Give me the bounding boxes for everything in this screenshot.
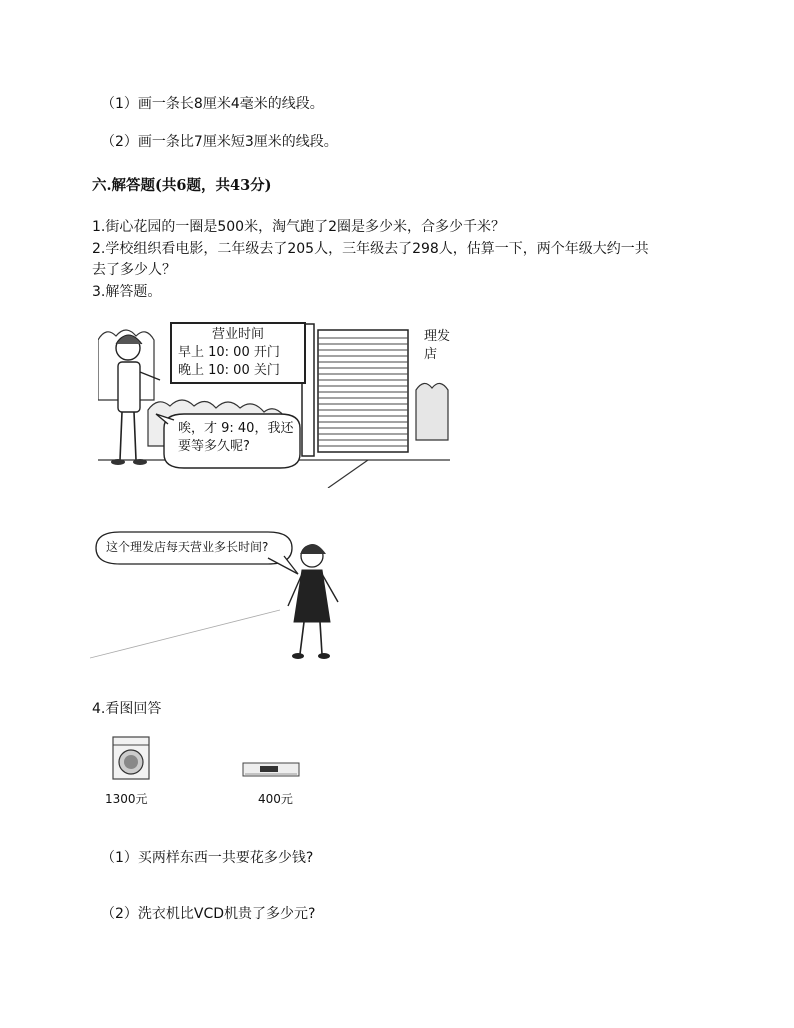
- problem-3: 3.解答题。: [92, 284, 162, 300]
- vcd-player-image: [242, 760, 300, 778]
- vcd-player-icon: [242, 760, 300, 778]
- q5-item-1: （1）画一条长8厘米4毫米的线段。: [101, 96, 324, 112]
- q5-item-2: （2）画一条比7厘米短3厘米的线段。: [101, 134, 338, 150]
- problem-4-question-2: （2）洗衣机比VCD机贵了多少元?: [101, 906, 316, 922]
- washing-machine-image: [112, 736, 150, 780]
- washing-machine-icon: [112, 736, 150, 780]
- sign-close-time: 晚上 10: 00 关门: [178, 363, 280, 378]
- problem-2-line-2: 去了多少人？: [92, 262, 176, 278]
- bubble-line-2: 要等多久呢?: [178, 439, 250, 454]
- washer-price: 1300元: [105, 792, 148, 806]
- girl-speech-bubble: [178, 420, 293, 456]
- shop-label: 理发店: [424, 329, 451, 362]
- bubble-line-1: 唉，才 9: 40，我还: [178, 421, 294, 436]
- problem-4-title: 4.看图回答: [92, 701, 162, 717]
- problem-1: 1.街心花园的一圈是500米，淘气跑了2圈是多少米，合多少千米？: [92, 219, 505, 235]
- problem-2-line-1: 2.学校组织看电影，二年级去了205人，三年级去了298人，估算一下，两个年级大约一共: [92, 241, 649, 257]
- barbershop-illustration: [98, 320, 450, 488]
- vcd-price: 400元: [258, 792, 293, 806]
- problem-4-question-1: （1）买两样东西一共要花多少钱?: [101, 850, 314, 866]
- question-illustration: [90, 528, 352, 664]
- sign-title: 营业时间: [211, 327, 264, 342]
- business-hours-sign: [170, 322, 306, 384]
- question-bubble-text: 这个理发店每天营业多长时间?: [106, 540, 269, 554]
- section-title: 六.解答题(共6题，共43分): [92, 177, 272, 194]
- sign-open-time: 早上 10: 00 开门: [178, 345, 280, 360]
